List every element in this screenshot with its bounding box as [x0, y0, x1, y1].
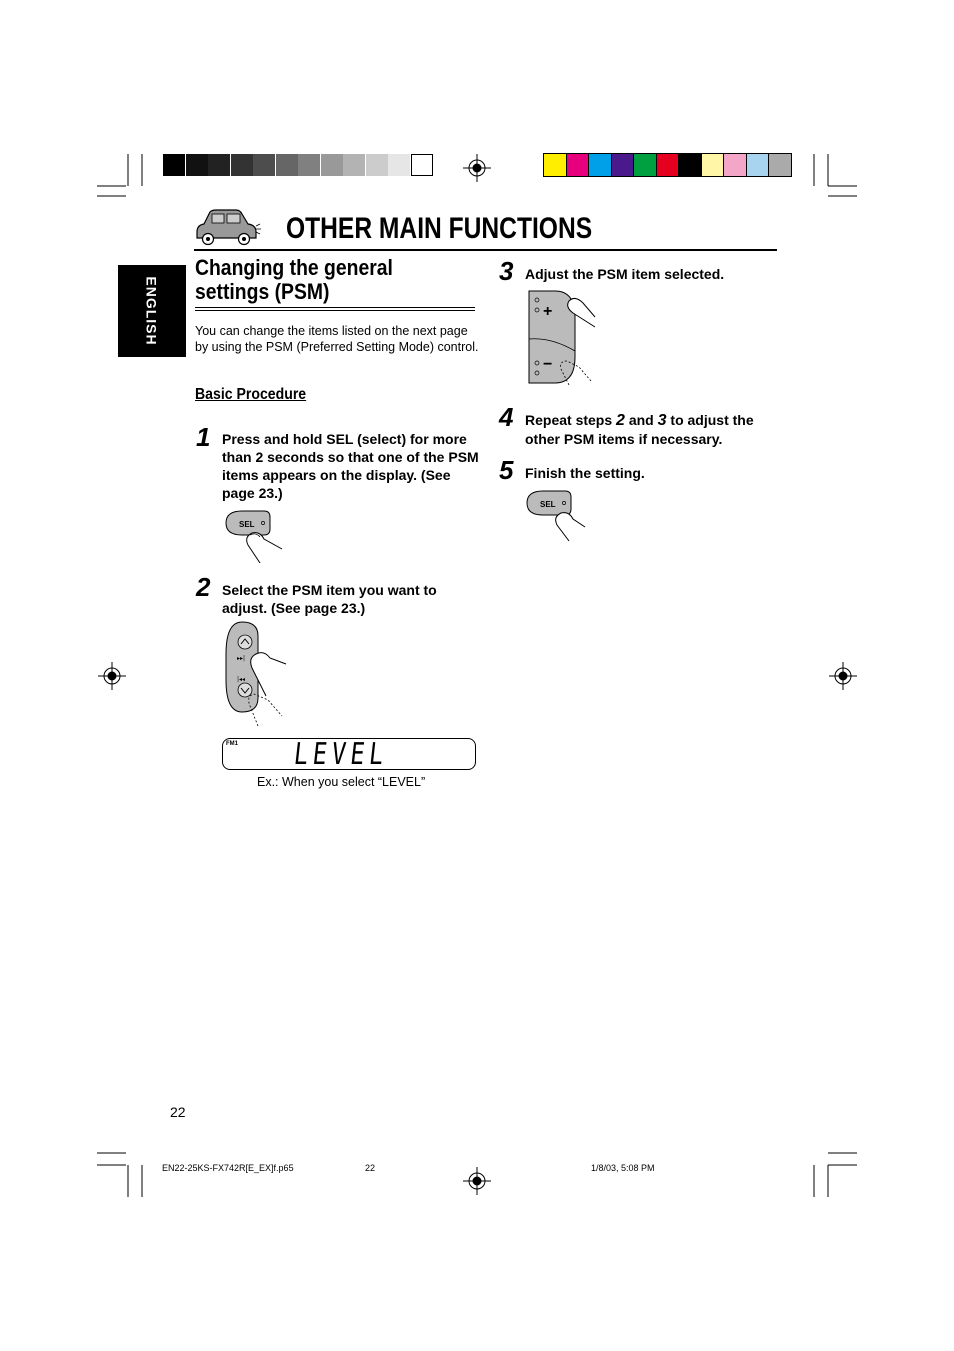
up-down-button-illustration [222, 620, 292, 730]
gray-swatch [366, 154, 388, 176]
gray-swatch [276, 154, 298, 176]
color-swatch [567, 154, 589, 176]
chevron-down-icon [238, 683, 252, 697]
page-number: 22 [170, 1104, 186, 1120]
gray-swatch [411, 154, 433, 176]
lcd-band-indicator: FM1 [226, 741, 238, 747]
sel-button-illustration [222, 505, 292, 565]
step-text: Select the PSM item you want to adjust. (See page 23.) [222, 582, 437, 616]
section-heading: Changing the general settings (PSM) [195, 255, 393, 304]
color-swatch [747, 154, 769, 176]
display-caption: Ex.: When you select “LEVEL” [257, 775, 426, 789]
section-divider [195, 307, 475, 308]
step-number: 5 [499, 455, 514, 485]
gray-swatch [388, 154, 410, 176]
page-title: OTHER MAIN FUNCTIONS [286, 212, 593, 245]
step-number: 4 [499, 402, 514, 432]
step-number: 3 [499, 256, 514, 286]
section-divider [195, 310, 475, 311]
next-track-icon: ▸▸| [237, 655, 246, 662]
gray-swatch [163, 154, 185, 176]
gray-swatch [231, 154, 253, 176]
car-icon [192, 208, 262, 248]
lcd-text: LEVEL [292, 737, 390, 772]
sel-button-illustration [523, 485, 593, 545]
step-text: Repeat steps 2 and 3 to adjust the other PSM items if necessary. [525, 412, 754, 447]
gray-swatch [253, 154, 275, 176]
title-divider [194, 249, 777, 251]
plus-minus-button-illustration [525, 287, 605, 387]
step-text: Adjust the PSM item selected. [525, 266, 725, 282]
color-swatch [657, 154, 679, 176]
color-swatch [679, 154, 701, 176]
gray-swatch [298, 154, 320, 176]
step-number: 2 [196, 572, 211, 602]
gray-swatch [321, 154, 343, 176]
footer-page: 22 [365, 1163, 376, 1173]
step-text: Press and hold SEL (select) for more than 2 seconds so that one of the PSM items appears on the display. (See page 23.) [222, 431, 479, 501]
chevron-up-icon [238, 635, 252, 649]
gray-swatch [343, 154, 365, 176]
color-swatch [702, 154, 724, 176]
color-swatch [724, 154, 746, 176]
color-swatch [634, 154, 656, 176]
footer-date: 1/8/03, 5:08 PM [591, 1163, 655, 1173]
minus-icon: − [543, 356, 553, 373]
color-swatch [544, 154, 566, 176]
step-text: Finish the setting. [525, 465, 645, 481]
gray-swatch [208, 154, 230, 176]
sel-button: SEL [239, 520, 255, 529]
color-swatch [769, 154, 791, 176]
intro-paragraph: You can change the items listed on the next page by using the PSM (Preferred Setting Mode) control. [195, 324, 479, 354]
gray-swatch [186, 154, 208, 176]
color-swatch [612, 154, 634, 176]
color-swatch [589, 154, 611, 176]
procedure-subheading: Basic Procedure [195, 386, 307, 403]
prev-track-icon: |◂◂ [237, 676, 246, 683]
footer-filename: EN22-25KS-FX742R[E_EX]f.p65 [162, 1163, 294, 1173]
plus-icon: + [543, 303, 553, 320]
sel-button: SEL [540, 500, 556, 509]
step-number: 1 [196, 422, 211, 452]
language-tab-label: ENGLISH [144, 276, 161, 346]
